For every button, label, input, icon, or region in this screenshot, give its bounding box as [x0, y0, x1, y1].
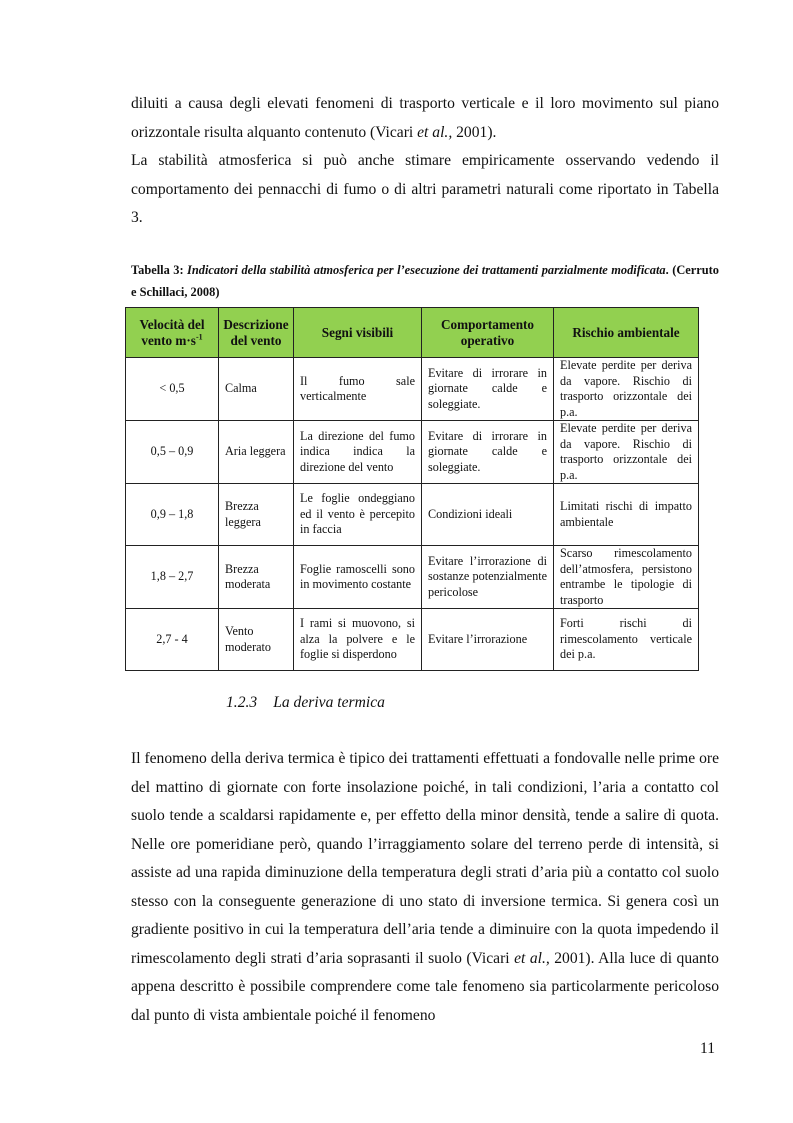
cell-rischio: Limitati rischi di impatto ambientale [554, 484, 699, 546]
cell-comportamento: Evitare di irrorare in giornate calde e soleggiate. [422, 421, 554, 484]
cell-velocita: 1,8 – 2,7 [126, 546, 219, 609]
subsection-heading [226, 694, 385, 712]
header-comportamento: Comportamento operativo [422, 308, 554, 358]
table-row [126, 609, 699, 671]
cell-rischio: Scarso rimescolamento dell’atmosfera, persistono entrambe le tipologie di trasporto [554, 546, 699, 609]
cell-segni: Le foglie ondeggiano ed il vento è percepito in faccia [294, 484, 422, 546]
table-row [126, 546, 699, 609]
stability-table [125, 307, 699, 671]
cell-descrizione: Brezza leggera [219, 484, 294, 546]
cell-velocita: 0,9 – 1,8 [126, 484, 219, 546]
cell-comportamento: Evitare l’irrorazione [422, 609, 554, 671]
cell-descrizione: Brezza moderata [219, 546, 294, 609]
header-descrizione: Descrizione del vento [219, 308, 294, 358]
cell-segni: I rami si muovono, si alza la polvere e le foglie si disperdono [294, 609, 422, 671]
caption-title: Indicatori della stabilità atmosferica per l’esecuzione dei trattamenti parzialmente modificata [187, 263, 666, 277]
cell-descrizione: Vento moderato [219, 609, 294, 671]
subsection-title: La deriva termica [273, 694, 385, 711]
cell-rischio: Elevate perdite per deriva da vapore. Rischio di trasporto orizzontale dei p.a. [554, 358, 699, 421]
intro-text [131, 90, 719, 233]
table-caption [131, 259, 719, 303]
deriva-paragraph: Il fenomeno della deriva termica è tipico dei trattamenti effettuati a fondovalle nelle prime ore del mattino di giornate con forte insolazione poiché, in tali condizioni, l’aria a contatto col suolo tende a scaldarsi rapidamente e, per effetto della minor densità, tende a salire di quota. Nelle ore pomeridiane però, quando l’irraggiamento solare del terreno perde di intensità, si assiste ad una rapida diminuzione della temperatura degli strati d’aria più a contatto col suolo stesso con la conseguente generazione di uno stato di inversione termica. Si genera così un gradiente positivo in cui la temperatura dell’aria tende a diminuire con la quota impedendo il rimescolamento degli strati d’aria soprasanti il suolo (Vicari et al., 2001). Alla luce di quanto appena descritto è possibile comprendere come tale fenomeno sia particolarmente pericoloso dal punto di vista ambientale poiché il fenomeno [131, 750, 719, 1024]
cell-segni: Il fumo sale verticalmente [294, 358, 422, 421]
cell-comportamento: Evitare di irrorare in giornate calde e soleggiate. [422, 358, 554, 421]
cell-velocita: 0,5 – 0,9 [126, 421, 219, 484]
cell-velocita: < 0,5 [126, 358, 219, 421]
cell-rischio: Forti rischi di rimescolamento verticale dei p.a. [554, 609, 699, 671]
table-row [126, 484, 699, 546]
deriva-text [131, 745, 719, 1030]
table-header-row [126, 308, 699, 358]
header-segni: Segni visibili [294, 308, 422, 358]
table-row [126, 358, 699, 421]
subsection-number: 1.2.3 [226, 694, 258, 711]
cell-comportamento: Evitare l’irrorazione di sostanze potenzialmente pericolose [422, 546, 554, 609]
cell-rischio: Elevate perdite per deriva da vapore. Rischio di trasporto orizzontale dei p.a. [554, 421, 699, 484]
header-rischio: Rischio ambientale [554, 308, 699, 358]
header-velocita: Velocità del vento $m\cdot s^{-1}$ [126, 308, 219, 358]
caption-source: . (Cerruto e Schillaci, 2008) [131, 263, 719, 299]
caption-label: Tabella 3: [131, 263, 184, 277]
table-row [126, 421, 699, 484]
intro-paragraph-1: diluiti a causa degli elevati fenomeni di trasporto verticale e il loro movimento sul piano orizzontale risulta alquanto contenuto (Vicari et al., 2001). [131, 95, 719, 141]
intro-paragraph-2: La stabilità atmosferica si può anche stimare empiricamente osservando vedendo il comportamento dei pennacchi di fumo o di altri parametri naturali come riportato in Tabella 3. [131, 152, 719, 226]
cell-segni: La direzione del fumo indica indica la direzione del vento [294, 421, 422, 484]
cell-comportamento: Condizioni ideali [422, 484, 554, 546]
cell-segni: Foglie ramoscelli sono in movimento costante [294, 546, 422, 609]
cell-descrizione: Calma [219, 358, 294, 421]
page-number: 11 [700, 1040, 716, 1057]
cell-descrizione: Aria leggera [219, 421, 294, 484]
cell-velocita: 2,7 - 4 [126, 609, 219, 671]
